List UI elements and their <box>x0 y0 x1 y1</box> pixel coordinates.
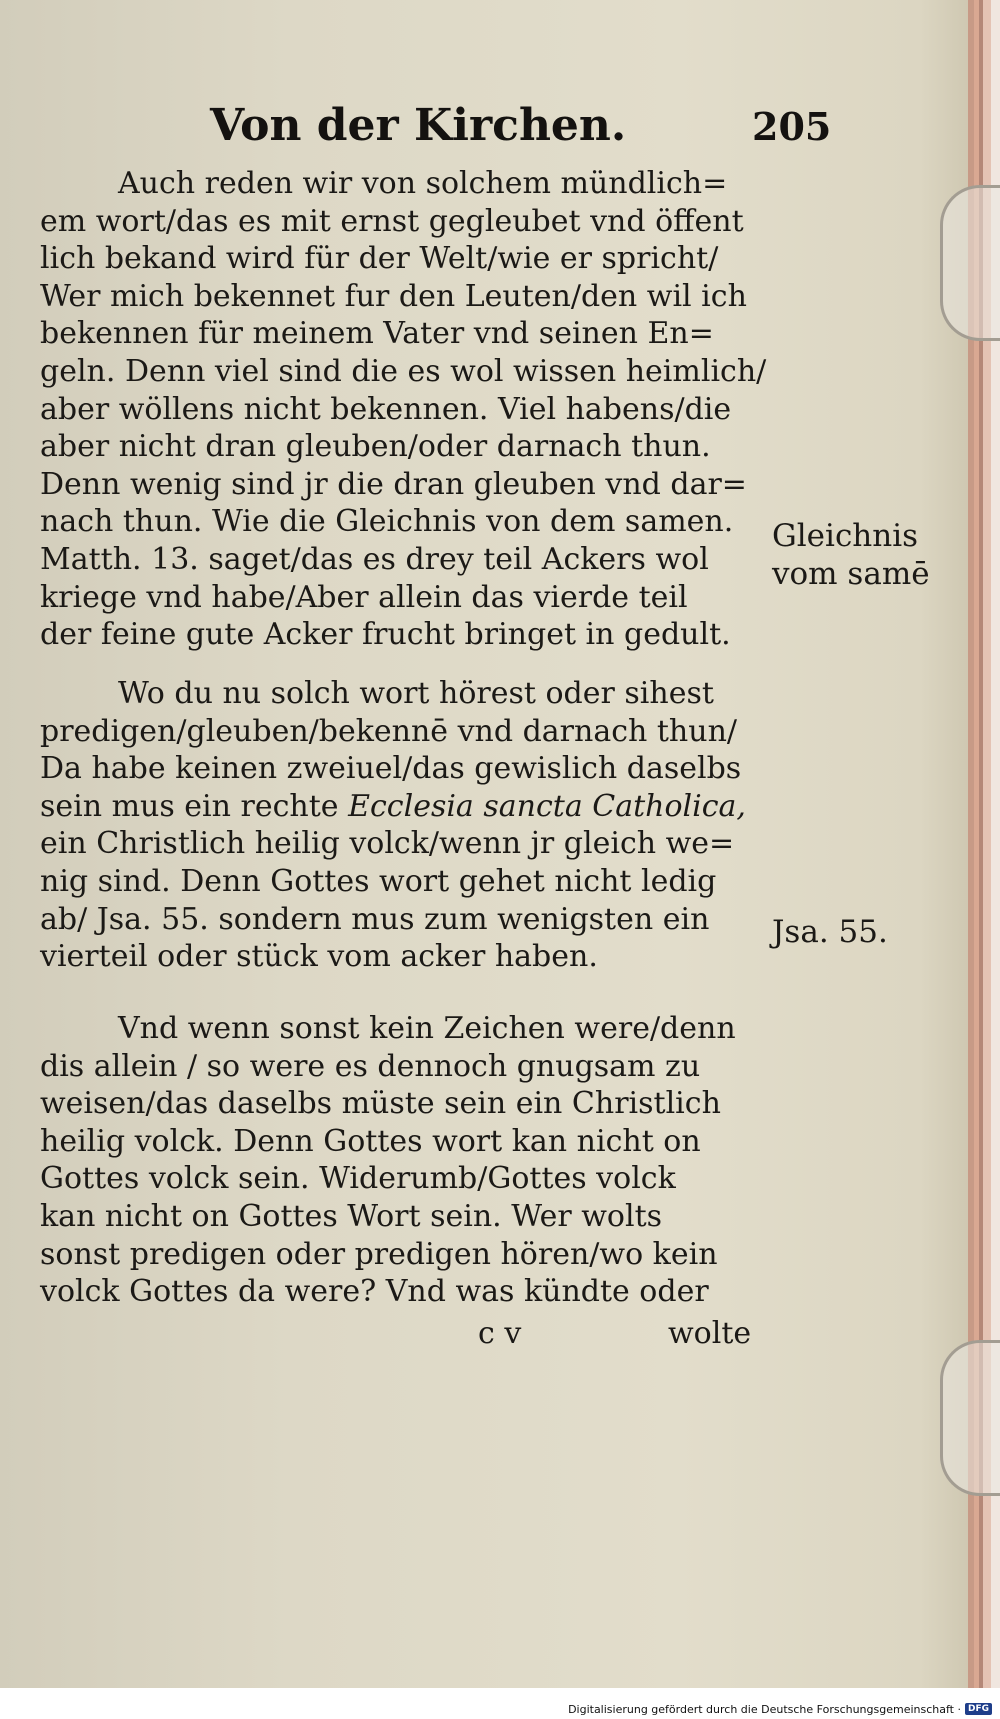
dfg-logo: DFG <box>965 1703 992 1715</box>
text-line: nig sind. Denn Gottes wort gehet nicht ledig <box>40 863 717 899</box>
text-line: heilig volck. Denn Gottes wort kan nicht on <box>40 1123 701 1159</box>
margin-note: Jsa. 55. <box>772 914 888 950</box>
text-line: lich bekand wird für der Welt/wie er spricht/ <box>40 241 719 277</box>
text-line: Vnd wenn sonst kein Zeichen were/denn <box>118 1011 736 1046</box>
text-line: aber wöllens nicht bekennen. Viel habens/die <box>40 391 732 427</box>
text-line: ein Christlich heilig volck/wenn jr gleich we= <box>40 826 735 862</box>
text-line: weisen/das daselbs müste sein ein Christlich <box>40 1086 721 1122</box>
text-line: Auch reden wir von solchem mündlich= <box>118 166 728 201</box>
text-line: geln. Denn viel sind die es wol wissen heimlich/ <box>40 353 767 389</box>
text-line: der feine gute Acker frucht bringet in gedult. <box>40 617 731 653</box>
text-line: Da habe keinen zweiuel/das gewislich daselbs <box>40 751 742 787</box>
text-line: Denn wenig sind jr die dran gleuben vnd dar= <box>40 466 747 502</box>
book-clamp-bottom <box>940 1340 1000 1496</box>
text-line: sonst predigen oder predigen hören/wo kein <box>40 1236 718 1272</box>
text-line: bekennen für meinem Vater vnd seinen En= <box>40 316 714 352</box>
catchword: wolte <box>668 1316 752 1351</box>
text-line: kriege vnd habe/Aber allein das vierde teil <box>40 579 688 615</box>
margin-note: Gleichnis <box>772 518 919 554</box>
signature-mark: c v <box>478 1316 522 1351</box>
text-line <box>40 788 760 826</box>
credit-text: Digitalisierung gefördert durch die Deutsche Forschungsgemeinschaft · <box>568 1702 961 1716</box>
running-head: Von der Kirchen. <box>210 100 627 151</box>
text-line: dis allein / so were es dennoch gnugsam zu <box>40 1048 701 1084</box>
text-fragment: sein mus ein rechte <box>40 788 339 824</box>
margin-note: vom samē <box>772 556 930 592</box>
digitization-credit <box>568 1701 992 1717</box>
paragraph-3 <box>40 1010 760 1311</box>
text-line: Gottes volck sein. Widerumb/Gottes volck <box>40 1161 676 1197</box>
text-line: Wo du nu solch wort hörest oder sihest <box>118 676 714 711</box>
text-line: nach thun. Wie die Gleichnis von dem samen. <box>40 504 734 540</box>
paragraph-2 <box>40 675 760 976</box>
text-line: Matth. 13. saget/das es drey teil Ackers wol <box>40 541 709 577</box>
text-line: ab/ Jsa. 55. sondern mus zum wenigsten ein <box>40 901 710 937</box>
text-line: vierteil oder stück vom acker haben. <box>40 939 598 975</box>
text-line: em wort/das es mit ernst gegleubet vnd öffent <box>40 203 744 239</box>
book-clamp-top <box>940 185 1000 341</box>
text-line: aber nicht dran gleuben/oder darnach thun. <box>40 429 711 465</box>
latin-phrase: Ecclesia sancta Catholica, <box>348 788 746 824</box>
text-line: Wer mich bekennet fur den Leuten/den wil ich <box>40 278 747 314</box>
text-line: volck Gottes da were? Vnd was kündte oder <box>40 1274 709 1310</box>
text-line: kan nicht on Gottes Wort sein. Wer wolts <box>40 1198 663 1234</box>
page-number: 205 <box>752 104 832 149</box>
text-line: predigen/gleuben/bekennē vnd darnach thun/ <box>40 713 738 749</box>
paragraph-1 <box>40 165 767 654</box>
